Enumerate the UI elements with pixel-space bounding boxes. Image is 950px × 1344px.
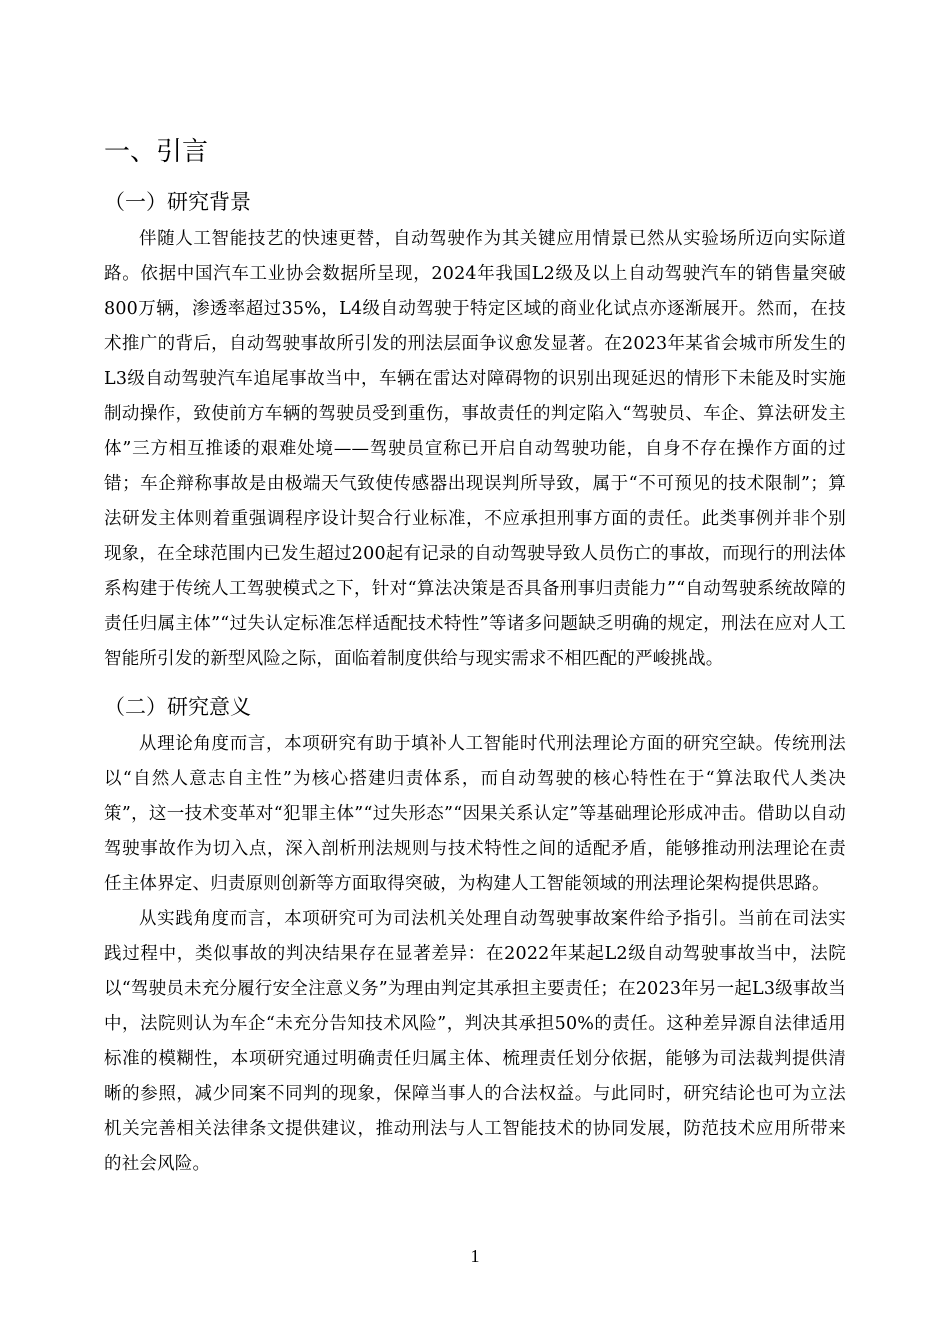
subsection-heading-significance: （二）研究意义: [104, 695, 251, 719]
page-number: 1: [470, 1246, 480, 1266]
subsection-heading-background: （一）研究背景: [104, 190, 251, 214]
paragraph-background: 伴随人工智能技艺的快速更替，自动驾驶作为其关键应用情景已然从实验场所迈向实际道路。依据中国汽车工业协会数据所呈现，2024年我国L2级及以上自动驾驶汽车的销售量突破800万辆，渗透率超过35%，L4级自动驾驶于特定区域的商业化试点亦逐渐展开。然而，在技术推广的背后，自动驾驶事故所引发的刑法层面争议愈发显著。在2023年某省会城市所发生的L3级自动驾驶汽车追尾事故当中，车辆在雷达对障碍物的识别出现延迟的情形下未能及时实施制动操作，致使前方车辆的驾驶员受到重伤，事故责任的判定陷入“驾驶员、车企、算法研发主体”三方相互推诿的艰难处境——驾驶员宣称已开启自动驾驶功能，自身不存在操作方面的过错；车企辩称事故是由极端天气致使传感器出现误判所导致，属于“不可预见的技术限制”；算法研发主体则着重强调程序设计契合行业标准，不应承担刑事方面的责任。此类事例并非个别现象，在全球范围内已发生超过200起有记录的自动驾驶导致人员伤亡的事故，而现行的刑法体系构建于传统人工驾驶模式之下，针对“算法决策是否具备刑事归责能力”“自动驾驶系统故障的责任归属主体”“过失认定标准怎样适配技术特性”等诸多问题缺乏明确的规定，刑法在应对人工智能所引发的新型风险之际，面临着制度供给与现实需求不相匹配的严峻挑战。: [104, 229, 846, 669]
paragraph-practical-significance: 从实践角度而言，本项研究可为司法机关处理自动驾驶事故案件给予指引。当前在司法实践过程中，类似事故的判决结果存在显著差异：在2022年某起L2级自动驾驶事故当中，法院以“驾驶员未充分履行安全注意义务”为理由判定其承担主要责任；在2023年另一起L3级事故当中，法院则认为车企“未充分告知技术风险”，判决其承担50%的责任。这种差异源自法律适用标准的模糊性，本项研究通过明确责任归属主体、梳理责任划分依据，能够为司法裁判提供清晰的参照，减少同案不同判的现象，保障当事人的合法权益。与此同时，研究结论也可为立法机关完善相关法律条文提供建议，推动刑法与人工智能技术的协同发展，防范技术应用所带来的社会风险。: [104, 909, 846, 1174]
page-content: [104, 132, 846, 1182]
paragraph-theoretical-significance: 从理论角度而言，本项研究有助于填补人工智能时代刑法理论方面的研究空缺。传统刑法以“自然人意志自主性”为核心搭建归责体系，而自动驾驶的核心特性在于“算法取代人类决策”，这一技术变革对“犯罪主体”“过失形态”“因果关系认定”等基础理论形成冲击。借助以自动驾驶事故作为切入点，深入剖析刑法规则与技术特性之间的适配矛盾，能够推动刑法理论在责任主体界定、归责原则创新等方面取得突破，为构建人工智能领域的刑法理论架构提供思路。: [104, 734, 846, 894]
section-heading-introduction: 一、引言: [104, 137, 209, 167]
